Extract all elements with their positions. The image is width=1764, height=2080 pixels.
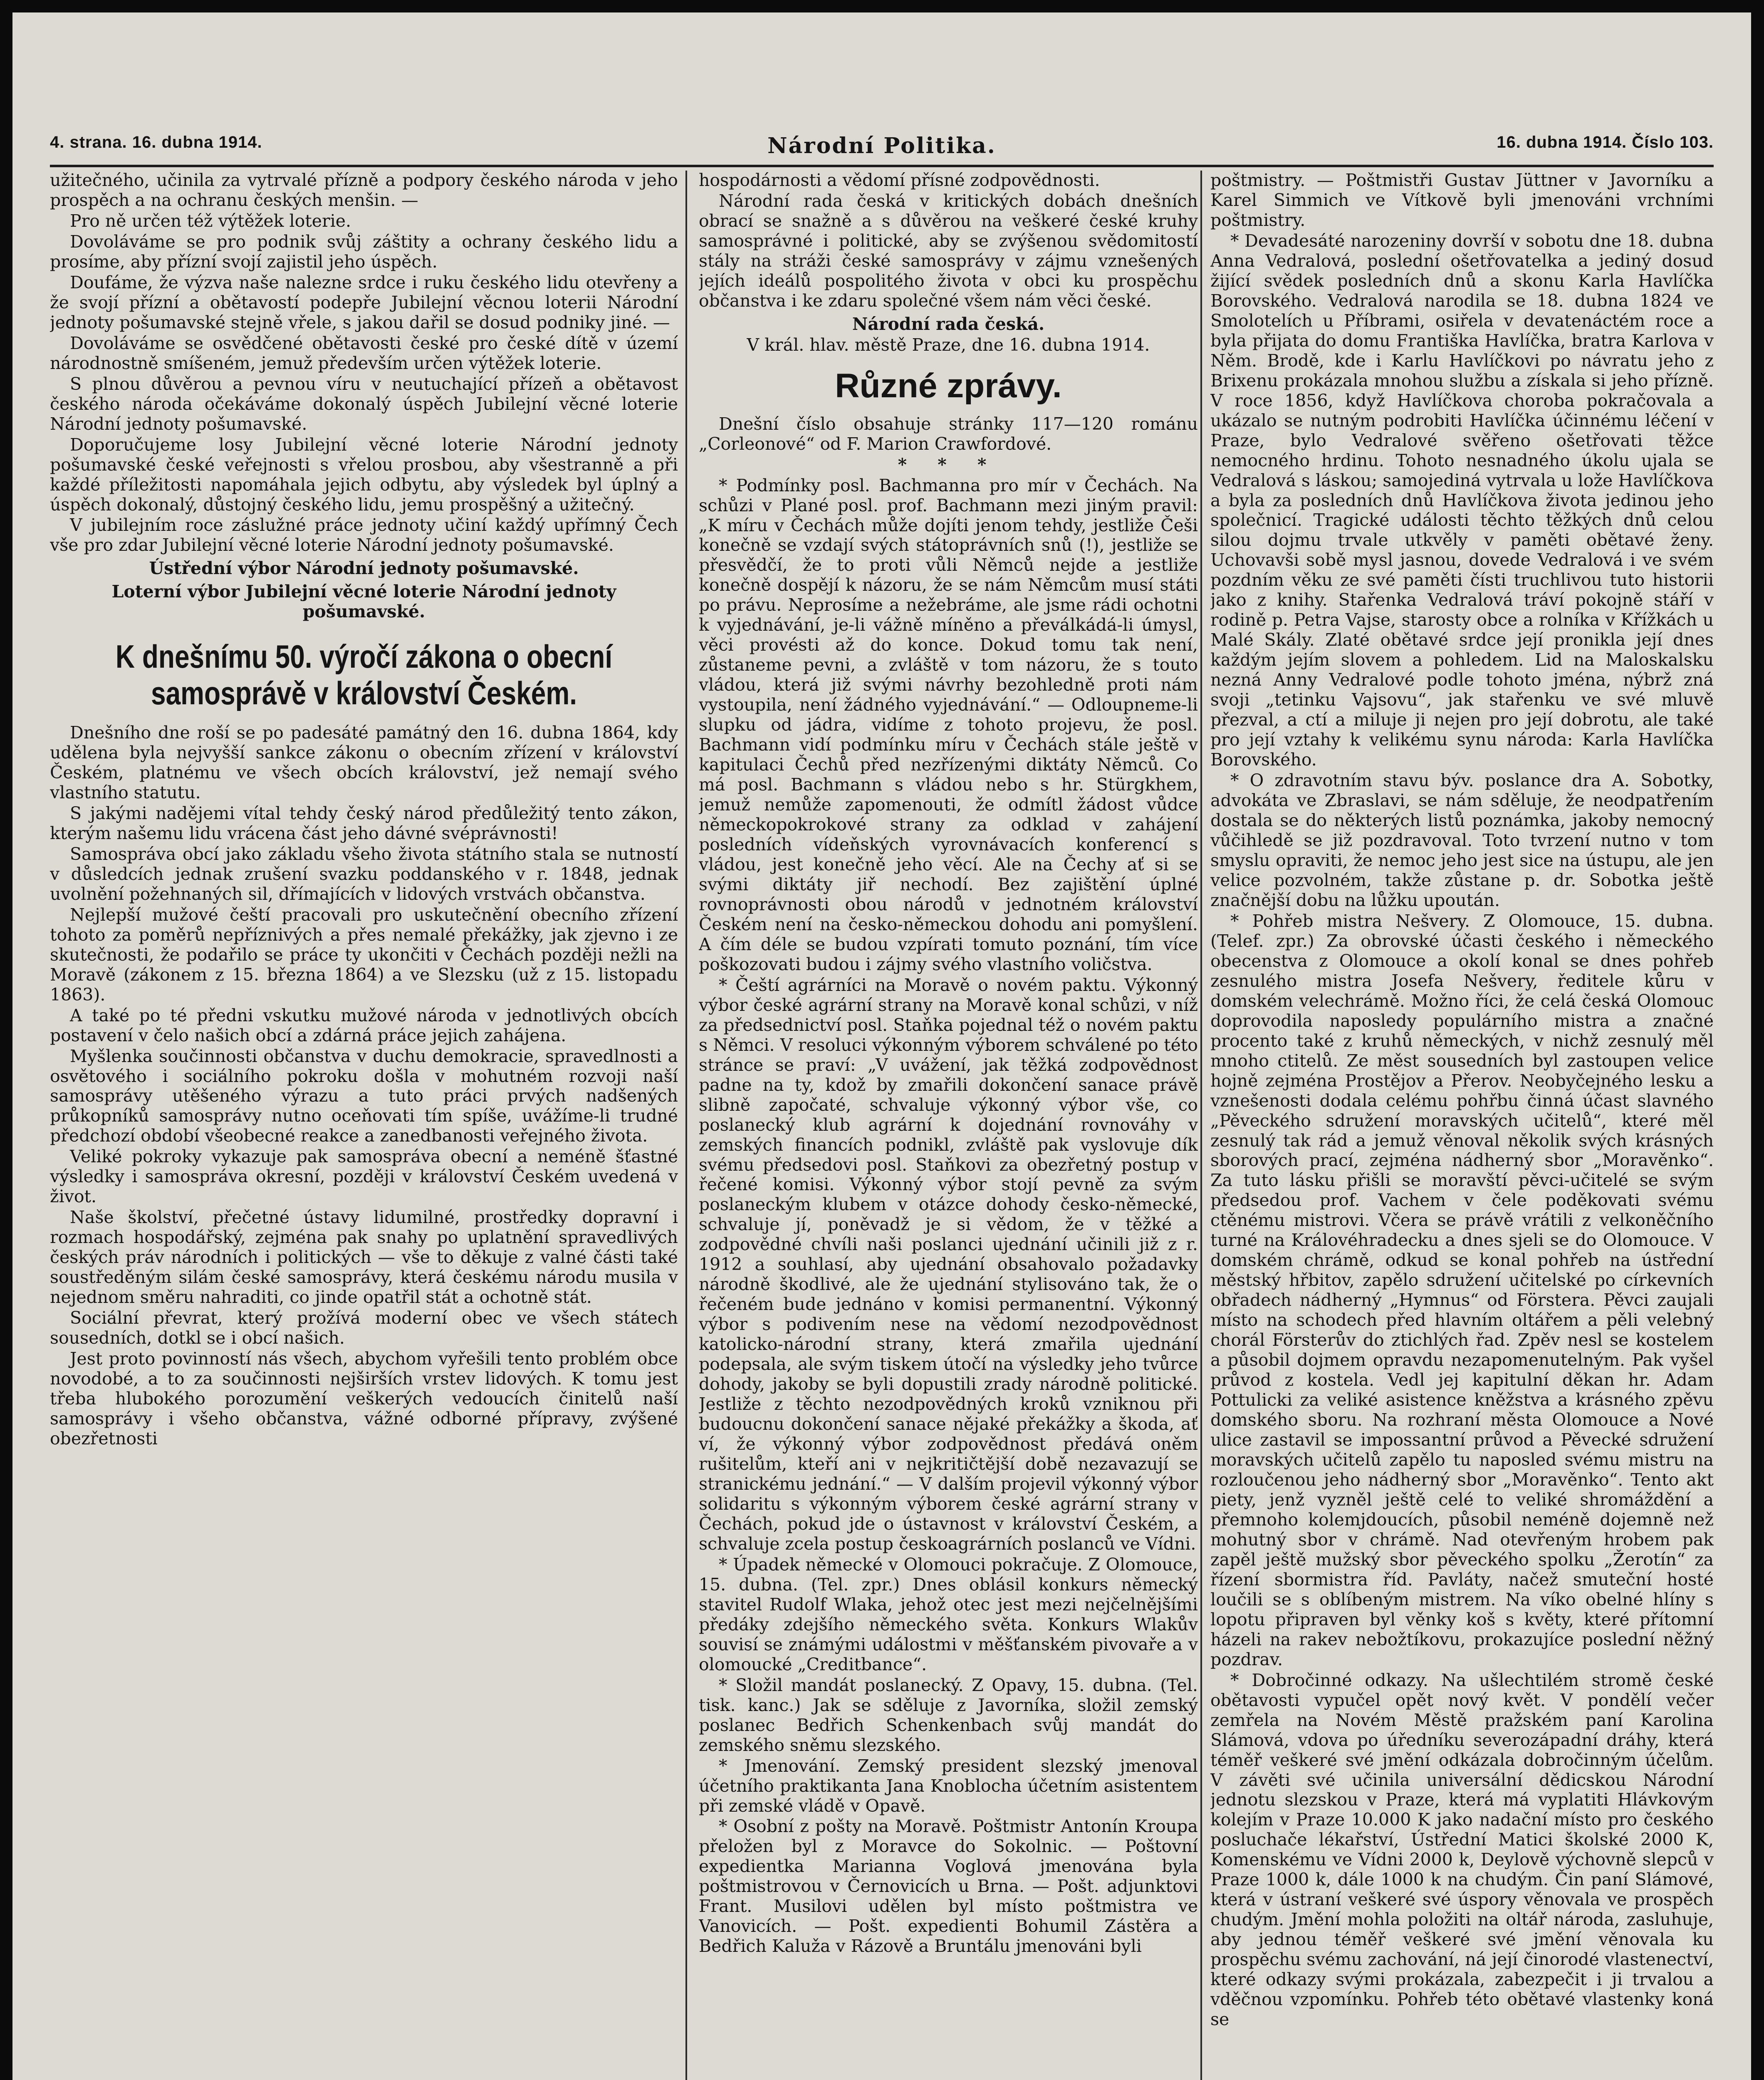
paragraph: Myšlenka součinnosti občanstva v duchu demokracie, spravedlnosti a osvětového i sociálního pokroku došla v mohutném rozvoji naší samosprávy utěšeného výrazu a tuto práci prvých nadšených průkopníků samosprávy nutno oceňovati tím spíše, uvážíme-li trudné předchozí období všeobecné reakce a zanedbanosti veřejného života. [50,1046,678,1146]
paragraph: Dovoláváme se osvědčené obětavosti české pro české dítě v území národnostně smíšeném, jemuž především určen výtěžek loterie. [50,333,678,373]
paragraph: Doporučujeme losy Jubilejní věcné loterie Národní jednoty pošumavské české veřejnosti s vřelou prosbou, aby všestranně a při každé příležitosti napomáhala jejich odbytu, aby výsledek byl úplný a úspěch dokonalý, důstojný českého lidu, jemu prospěšný a užitečný. [50,434,678,515]
news-item: * Složil mandát poslanecký. Z Opavy, 15. dubna. (Tel. tisk. kanc.) Jak se sděluje z Javorníka, složil zemský poslanec Bedřich Schenkenbach svůj mandát do zemského sněmu slezského. [699,1675,1198,1755]
signature: Loterní výbor Jubilejní věcné loterie Národní jednoty pošumavské. [111,582,616,622]
paragraph: Národní rada česká v kritických dobách dnešních obrací se snažně a s důvěrou na veškeré české kruhy samosprávné i politické, aby se zvýšenou svědomitostí stály na stráži české samosprávy v zájmu vznešených jejích ideálů pospolitého života v obci ku prospěchu občanstva i ke zdaru společné všem nám věci české. [699,191,1198,311]
separator-stars: * * * [898,454,999,475]
column-divider [1200,171,1202,2080]
news-item: * Osobní z pošty na Moravě. Poštmistr Antonín Kroupa přeložen byl z Moravce do Sokolnic. — Poštovní expedientka Marianna Voglová jmenována byla poštmistrovou v Černovicích u Brna. — Pošt. adjunktovi Frant. Musilovi udělen byl místo poštmistra ve Vanovicích. — Pošt. expedienti Bohumil Zástěra a Bedřich Kaluža v Rázově a Bruntálu jmenováni byli [699,1816,1198,1956]
page-header [50,133,1714,166]
header-rule [50,165,1714,167]
paragraph: Samospráva obcí jako základu všeho života státního stala se nutností v důsledcích jednak zrušení svazku poddanského v r. 1848, jednak uvolnění požehnaných sil, dřímajících v lidových vrstvách občanstva. [50,844,678,904]
signature: Ústřední výbor Národní jednoty pošumavské. [149,558,579,579]
signature: Národní rada česká. [852,314,1045,334]
column-2 [699,171,1198,2080]
news-item: * Úpadek německé v Olomouci pokračuje. Z Olomouce, 15. dubna. (Tel. zpr.) Dnes oblásil konkurs německý stavitel Rudolf Wlaka, jehož otec jest mezi nejčelnějšími předáky zdejšího německého světa. Konkurs Wlakův souvisí se známými událostmi v měšťanském pivovaře a v olomoucké „Creditbance“. [699,1554,1198,1674]
dateline: V král. hlav. městě Praze, dne 16. dubna 1914. [747,334,1150,355]
paragraph: poštmistry. — Poštmistři Gustav Jüttner v Javorníku a Karel Simmich ve Vítkově byli jmenováni vrchními poštmistry. [1210,171,1714,230]
column-3 [1210,171,1714,2080]
article-headline: K dnešnímu 50. výročí zákona o obecní samosprávě v království Českém. [115,638,613,711]
paragraph: Veliké pokroky vykazuje pak samospráva obecní a neméně šťastné výsledky i samospráva okresní, později v království Českém uvedená v život. [50,1146,678,1207]
paragraph: Dnešní číslo obsahuje stránky 117—120 románu „Corleonové“ od F. Marion Crawfordové. [699,414,1198,454]
paragraph: S jakými nadějemi vítal tehdy český národ předůležitý tento zákon, kterým našemu lidu vrácena část jeho dávné svéprávnosti! [50,803,678,843]
section-heading: Různé zprávy. [835,366,1062,405]
paragraph: Pro ně určen též výtěžek loterie. [70,210,351,231]
paragraph: Sociální převrat, který prožívá moderní obec ve všech státech sousedních, dotkl se i obcí našich. [50,1308,678,1348]
news-item: * Pohřeb mistra Nešvery. Z Olomouce, 15. dubna. (Telef. zpr.) Za obrovské účasti českého i německého obecenstva z Olomouce a okolí konal se dnes pohřeb zesnulého mistra Josefa Nešvery, ředitele kůru v domském velechrámě. Možno říci, že celá česká Olomouc doprovodila naposledy populárního mistra a značné procento také z kruhů německých, v nichž zesnulý měl mnoho ctitelů. Ze měst sousedních byl zastoupen velice hojně zejména Prostějov a Přerov. Neobyčejného lesku a vznešenosti dodala celému pohřbu činná účast slavného „Pěveckého sdružení moravských učitelů“, které měl zesnulý tak rád a jemuž věnoval několik svých krásných sborových prací, zejména nádherný sbor „Moravěnko“. Za tuto lásku přišli se moravští pěvci-učitelé se svým předsedou prof. Vachem v čele poděkovati svému ctěnému mistrovi. Včera se právě vrátili z velkoněčního turné na Královéhradecku a dnes sjeli se do Olomouce. V domském chrámě, odkud se konal pohřeb na ústřední městský hřbitov, zapělo sdružení učitelské po církevních obřadech nádherný „Hymnus“ od Förstera. Pěvci zaujali místo na schodech před hlavním oltářem a pěli velebný chorál Försterův do ztichlých řad. Zpěv nesl se kostelem a působil dojmem opravdu nezapomenutelným. Pak vyšel průvod z kostela. Vedl jej kapitulní děkan hr. Adam Pottulicki za veliké asistence kněžstva a krásného zpěvu domského sboru. Na rozhraní města Olomouce a Nové ulice zastavil se impossantní průvod a Pěvecké sdružení moravských učitelů zapělo tu naposled svému mistru na rozloučenou jeho nádherný sbor „Moravěnko“. Tento akt piety, jenž vyzněl ještě celé to veliké shromáždění a přemnoho kolemjdoucích, působil neméně dojemně než mohutný sbor v chrámě. Nad otevřeným hrobem pak zapěl ještě mužský sbor pěveckého spolku „Žerotín“ za řízení sbormistra říd. Pavláty, načež smuteční hosté loučili se s oblíbeným mistrem. Na víko obelné hlíny s lopotu připraven byl věnky koš s květy, které přítomní házeli na rakev nebožtíkovu, prokazujíce poslední něžný pozdrav. [1210,911,1714,1669]
header-page-date: 4. strana. 16. dubna 1914. [50,133,262,151]
paragraph: A také po té předni vskutku mužové národa v jednotlivých obcích postavení v čelo našich obcí a zdárná práce jejich zahájena. [50,1005,678,1045]
paragraph: Naše školství, přečetné ústavy lidumilné, prostředky dopravní i rozmach hospodářský, zejména pak snahy po uplatnění spravedlivých českých práv národních i politických — vše to děkuje z valné části také soustředěným silám české samosprávy, která českému národu musila v nejednom směru nahraditi, co jinde opatřil stát a ochotně stát. [50,1207,678,1307]
paragraph: Nejlepší mužové čeští pracovali pro uskutečnění obecního zřízení tohoto za poměrů nepříznivých a přes nemalé překážky, jak zjevno i ze skutečnosti, že podařilo se práce ty ukončiti v Čechách později nežli na Moravě (zákonem z 15. března 1864) a ve Slezsku (už z 15. listopadu 1863). [50,904,678,1005]
paragraph: hospodárnosti a vědomí přísné zodpovědnosti. [699,171,1100,190]
news-item: * Čeští agrárníci na Moravě o novém paktu. Výkonný výbor české agrární strany na Moravě konal schůzi, v níž za předsednictví posl. Staňka pojednal též o novém paktu s Němci. V resoluci výkonným výborem schválené po této stránce se praví: „V uvážení, jak těžká zodpovědnost padne na ty, kdož by zmařili dokončení sanace právě slibně započaté, schvaluje výkonný výbor vše, co poslanecký klub agrární k dojednání rovnováhy v zemských financích podnikl, zvláště pak vyslovuje dík svému předsedovi posl. Staňkovi za obezřetný postup v řečené komisi. Výkonný výbor stojí pevně za svým poslaneckým klubem v otázce dohody česko-německé, schvaluje jí, poněvadž je si vědom, že v těžké a zodpovědné chvíli naši poslanci ujednání učinili již z r. 1912 a souhlasí, aby ujednání obsahovalo požadavky národně škodlivé, ale že ujednání stylisováno tak, že o řečeném bude jednáno v komisi permanentní. Výkonný výbor s podivením nese na vědomí nezodpovědnost katolicko-národní strany, která zmařila ujednání podepsala, ale svým tiskem útočí na výsledky jeho tvůrce dohody, jakoby se byli dopustili zrady národně politické. Jestliže z těchto nezodpovědných kroků vzniknou při budoucnu dokončení sanace nějaké překážky a škoda, ať ví, že výkonný výbor zodpovědnost předává oněm rušitelům, kteří ani v nejkritičtější době nezavazují se stranickému jednání.“ — V dalším projevil výkonný výbor solidaritu s výkonným výborem české agrární strany v Čechách, pokud jde o ústavnost v království Českém, a schvaluje zcela postup českoagrárních poslanců ve Vídni. [699,975,1198,1554]
column-1 [50,171,678,2080]
news-item: * Podmínky posl. Bachmanna pro mír v Čechách. Na schůzi v Plané posl. prof. Bachmann mezi jiným pravil: „K míru v Čechách může dojíti jenom tehdy, jestliže Češi konečně se vzdají svých státoprávních snů (!), jestliže se přesvědčí, že to proti vůli Němců nejde a jestliže konečně dospějí k názoru, že se nám Němcům musí státi po právu. Neprosíme a nežebráme, ale jsme rádi ochotni k vyjednávání, je-li vážně míněno a převálkádá-li úmysl, věci provésti až do konce. Dokud tomu tak není, zůstaneme pevni, a zvláště v tom názoru, že s touto vládou, která již svými návrhy bezohledně proti nám vystoupila, není žádného vyjednávání.“ — Odloupneme-li slupku od jádra, vidíme z tohoto projevu, že posl. Bachmann vidí podmínku míru v Čechách stále ještě v kapitulaci Čechů před nezřízenými diktáty Němců. Co má posl. Bachmann s vládou nebo s hr. Stürgkhem, jemuž nemůže zapomenouti, že odmítl žádost vůdce německopokrokové strany za odklad v zahájení posledních vídeňských vyrovnávacích konferencí s vládou, jest konečně jeho věcí. Ale na Čechy ať si se svými diktáty jiř nechodí. Bez zajištění úplné rovnoprávnosti obou národů v jednotném království Českém není na česko-německou dohodu ani pomyšlení. A čím déle se budou vzpírati tomuto poznání, tím více poškozovati budou i zájmy svého vlastního voličstva. [699,475,1198,974]
paragraph: Dnešního dne roší se po padesáté památný den 16. dubna 1864, kdy udělena byla nejvyšší sankce zákonu o obecním zřízení v království Českém, platnému ve všech obcích království, jež nemají svého vlastního statutu. [50,723,678,802]
paragraph: Jest proto povinností nás všech, abychom vyřešili tento problém obce novodobé, a to za součinnosti nejširších vrstev lidových. K tomu jest třeba hlubokého porozumění veškerých vedoucích činitelů naší samosprávy i všeho občanstva, vážné odborné přípravy, zvýšené obezřetnosti [50,1349,678,1449]
paragraph: S plnou důvěrou a pevnou víru v neutuchající přízeň a obětavost českého národa očekáváme dokonalý úspěch Jubilejní věcné loterie Národní jednoty pošumavské. [50,374,678,434]
news-item: * Devadesáté narozeniny dovrší v sobotu dne 18. dubna Anna Vedralová, poslední ošetřovatelka a jediný dosud žijící svědek posledních dnů a skonu Karla Havlíčka Borovského. Vedralová narodila se 18. dubna 1824 ve Smolotelích u Příbrami, osiřela v devatenáctém roce a byla přijata do domu Františka Havlíčka, bratra Karlova v Něm. Brodě, kde i Karlu Havlíčkovi po návratu jeho z Brixenu prokázala mnohou službu a získala si jeho přízně. V roce 1856, když Havlíčkova choroba pokračovala a ukázalo se nutným podrobiti Havlíčka účinnému léčení v Praze, bylo Vedralové svěřeno ošetřovati těžce nemocného hrdinu. Tohoto nesnadného úkolu ujala se Vedralová s láskou; samojediná vytrvala u lože Havlíčkova a byla za posledních dnů Havlíčkova života jedinou jeho společnicí. Tragické události těchto těžkých dnů celou silou dojmu trvale utkvěly v paměti obětavé ženy. Uchovavši sobě mysl jasnou, dovede Vedralová i ve svém pozdním věku ze své paměti čísti truchlivou tuto historii jako z knihy. Stařenka Vedralová tráví pokojně stáří v rodině p. Petra Vajse, starosty obce a rolníka v Křížkách u Malé Skály. Zlaté obětavé srdce její pronikla její dnes každým jejím slovem a pohledem. Lid na Maloskalsku nezná Anny Vedralové podle tohoto jména, nýbrž zná svoji „tetinku Vajsovu“, jak stařenku ve své mluvě přezval, a ctí a miluje ji nejen pro její dobrotu, ale také pro její vztahy k velikému synu národa: Karla Havlíčka Borovského. [1210,230,1714,770]
paragraph: V jubilejním roce záslužné práce jednoty učiní každý upřímný Čech vše pro zdar Jubilejní věcné loterie Národní jednoty pošumavské. [50,515,678,555]
news-item: * Dobročinné odkazy. Na ušlechtilém stromě české obětavosti vypučel opět nový květ. V pondělí večer zemřela na Novém Městě pražském paní Karolina Slámová, vdova po úředníku severozápadní dráhy, která téměř veškeré své jmění odkázala dobročinným účelům. V závěti své učinila universální dědicskou Národní jednotu slezskou v Praze, která má vyplatiti Hlávkovým kolejím v Praze 10.000 K jako nadační místo pro českého posluchače lékařství, Ústřední Matici školské 2000 K, Komenskému ve Vídni 2000 k, Deylově výchovně slepců v Praze 1000 k, dále 1000 k na chudým. Čin paní Slámové, která v ústraní veškeré své úspory věnovala ve prospěch chudým. Jmění mohla položiti na oltář národa, zasluhuje, aby jednou téměř veškeré své jmění věnovala ku prospěchu svému zachování, ná její činorodé vlastenectví, které odkazy svými prokázala, zabezpečit i ji trvalou a vděčnou vzpomínku. Pohřeb této obětavé vlastenky koná se [1210,1670,1714,2030]
paragraph: Doufáme, že výzva naše nalezne srdce i ruku českého lidu otevřeny a že svojí přízní a obětavostí podepře Jubilejní věcnou loterii Národní jednoty pošumavské stejně vřele, s jakou dařil se dosud podniky jiné. — [50,272,678,332]
news-item: * Jmenování. Zemský president slezský jmenoval účetního praktikanta Jana Knoblocha účetním asistentem při zemské vládě v Opavě. [699,1756,1198,1816]
header-masthead: Národní Politika. [767,133,996,158]
column-divider [685,171,687,2080]
news-item: * O zdravotním stavu býv. poslance dra A. Sobotky, advokáta ve Zbraslavi, se nám sděluje, že neodpatřením dostala se do některých listů poznámka, jakoby nemocný vůčihledě se již pozdravoval. Toto tvrzení nutno v tom smyslu opraviti, že nemoc jeho jest sice na ústupu, ale jen velice pozvolném, takže zůstane p. dr. Sobotka ještě značnější dobu na lůžku upoután. [1210,770,1714,910]
paragraph: užitečného, učinila za vytrvalé přízně a podpory českého národa v jeho prospěch a na ochranu českých menšin. — [50,171,678,210]
header-issue: 16. dubna 1914. Číslo 103. [1497,133,1714,151]
newspaper-page [12,12,1751,2080]
paragraph: Dovoláváme se pro podnik svůj záštity a ochrany českého lidu a prosíme, aby přízní svojí zajistil jeho úspěch. [50,231,678,272]
